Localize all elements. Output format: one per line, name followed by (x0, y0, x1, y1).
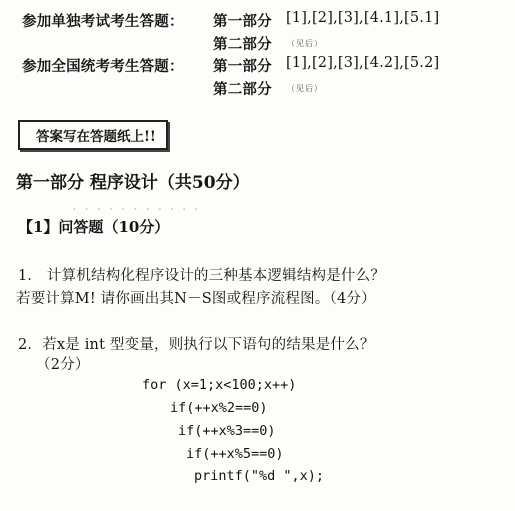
question-2-line-2: （2分） (36, 357, 90, 373)
single-exam-label: 参加单独考试考生答题： (22, 13, 184, 30)
single-exam-part2-note: （见后） (287, 39, 323, 48)
national-exam-part1-items: [1],[2],[3],[4.2],[5.2] (286, 55, 440, 71)
single-exam-part2-label: 第二部分 (213, 36, 272, 53)
national-exam-part1-label: 第一部分 (213, 58, 272, 75)
code-line-4: if(++x%5==0) (186, 446, 284, 462)
single-exam-part1-label: 第一部分 (213, 13, 272, 30)
national-exam-part2-note: （见后） (287, 84, 323, 93)
code-line-3: if(++x%3==0) (178, 423, 276, 439)
bleed-through-smudge: ･ ･ ･ ･ ･ ･ ･ ･ ･ ･ ･ (72, 205, 201, 216)
question-1-line-2: 若要计算M! 请你画出其N－S图或程序流程图。（4分） (16, 291, 376, 307)
section-title: 第一部分 程序设计（共50分） (16, 173, 250, 193)
single-exam-part1-items: [1],[2],[3],[4.1],[5.1] (286, 10, 440, 26)
question-1-line-1: 1． 计算机结构化程序设计的三种基本逻辑结构是什么？ (18, 268, 386, 284)
code-line-2: if(++x%2==0) (170, 400, 268, 416)
answer-sheet-notice: 答案写在答题纸上!! (18, 120, 168, 150)
national-exam-part2-label: 第二部分 (213, 81, 272, 98)
question-group-title: 【1】问答题（10分） (18, 218, 170, 236)
national-exam-label: 参加全国统考考生答题： (22, 58, 184, 75)
code-line-1: for (x=1;x<100;x++) (142, 377, 297, 393)
code-line-5: printf("%d ",x); (194, 468, 325, 484)
question-2-line-1: 2．若x是 int 型变量，则执行以下语句的结果是什么？ (18, 337, 375, 353)
